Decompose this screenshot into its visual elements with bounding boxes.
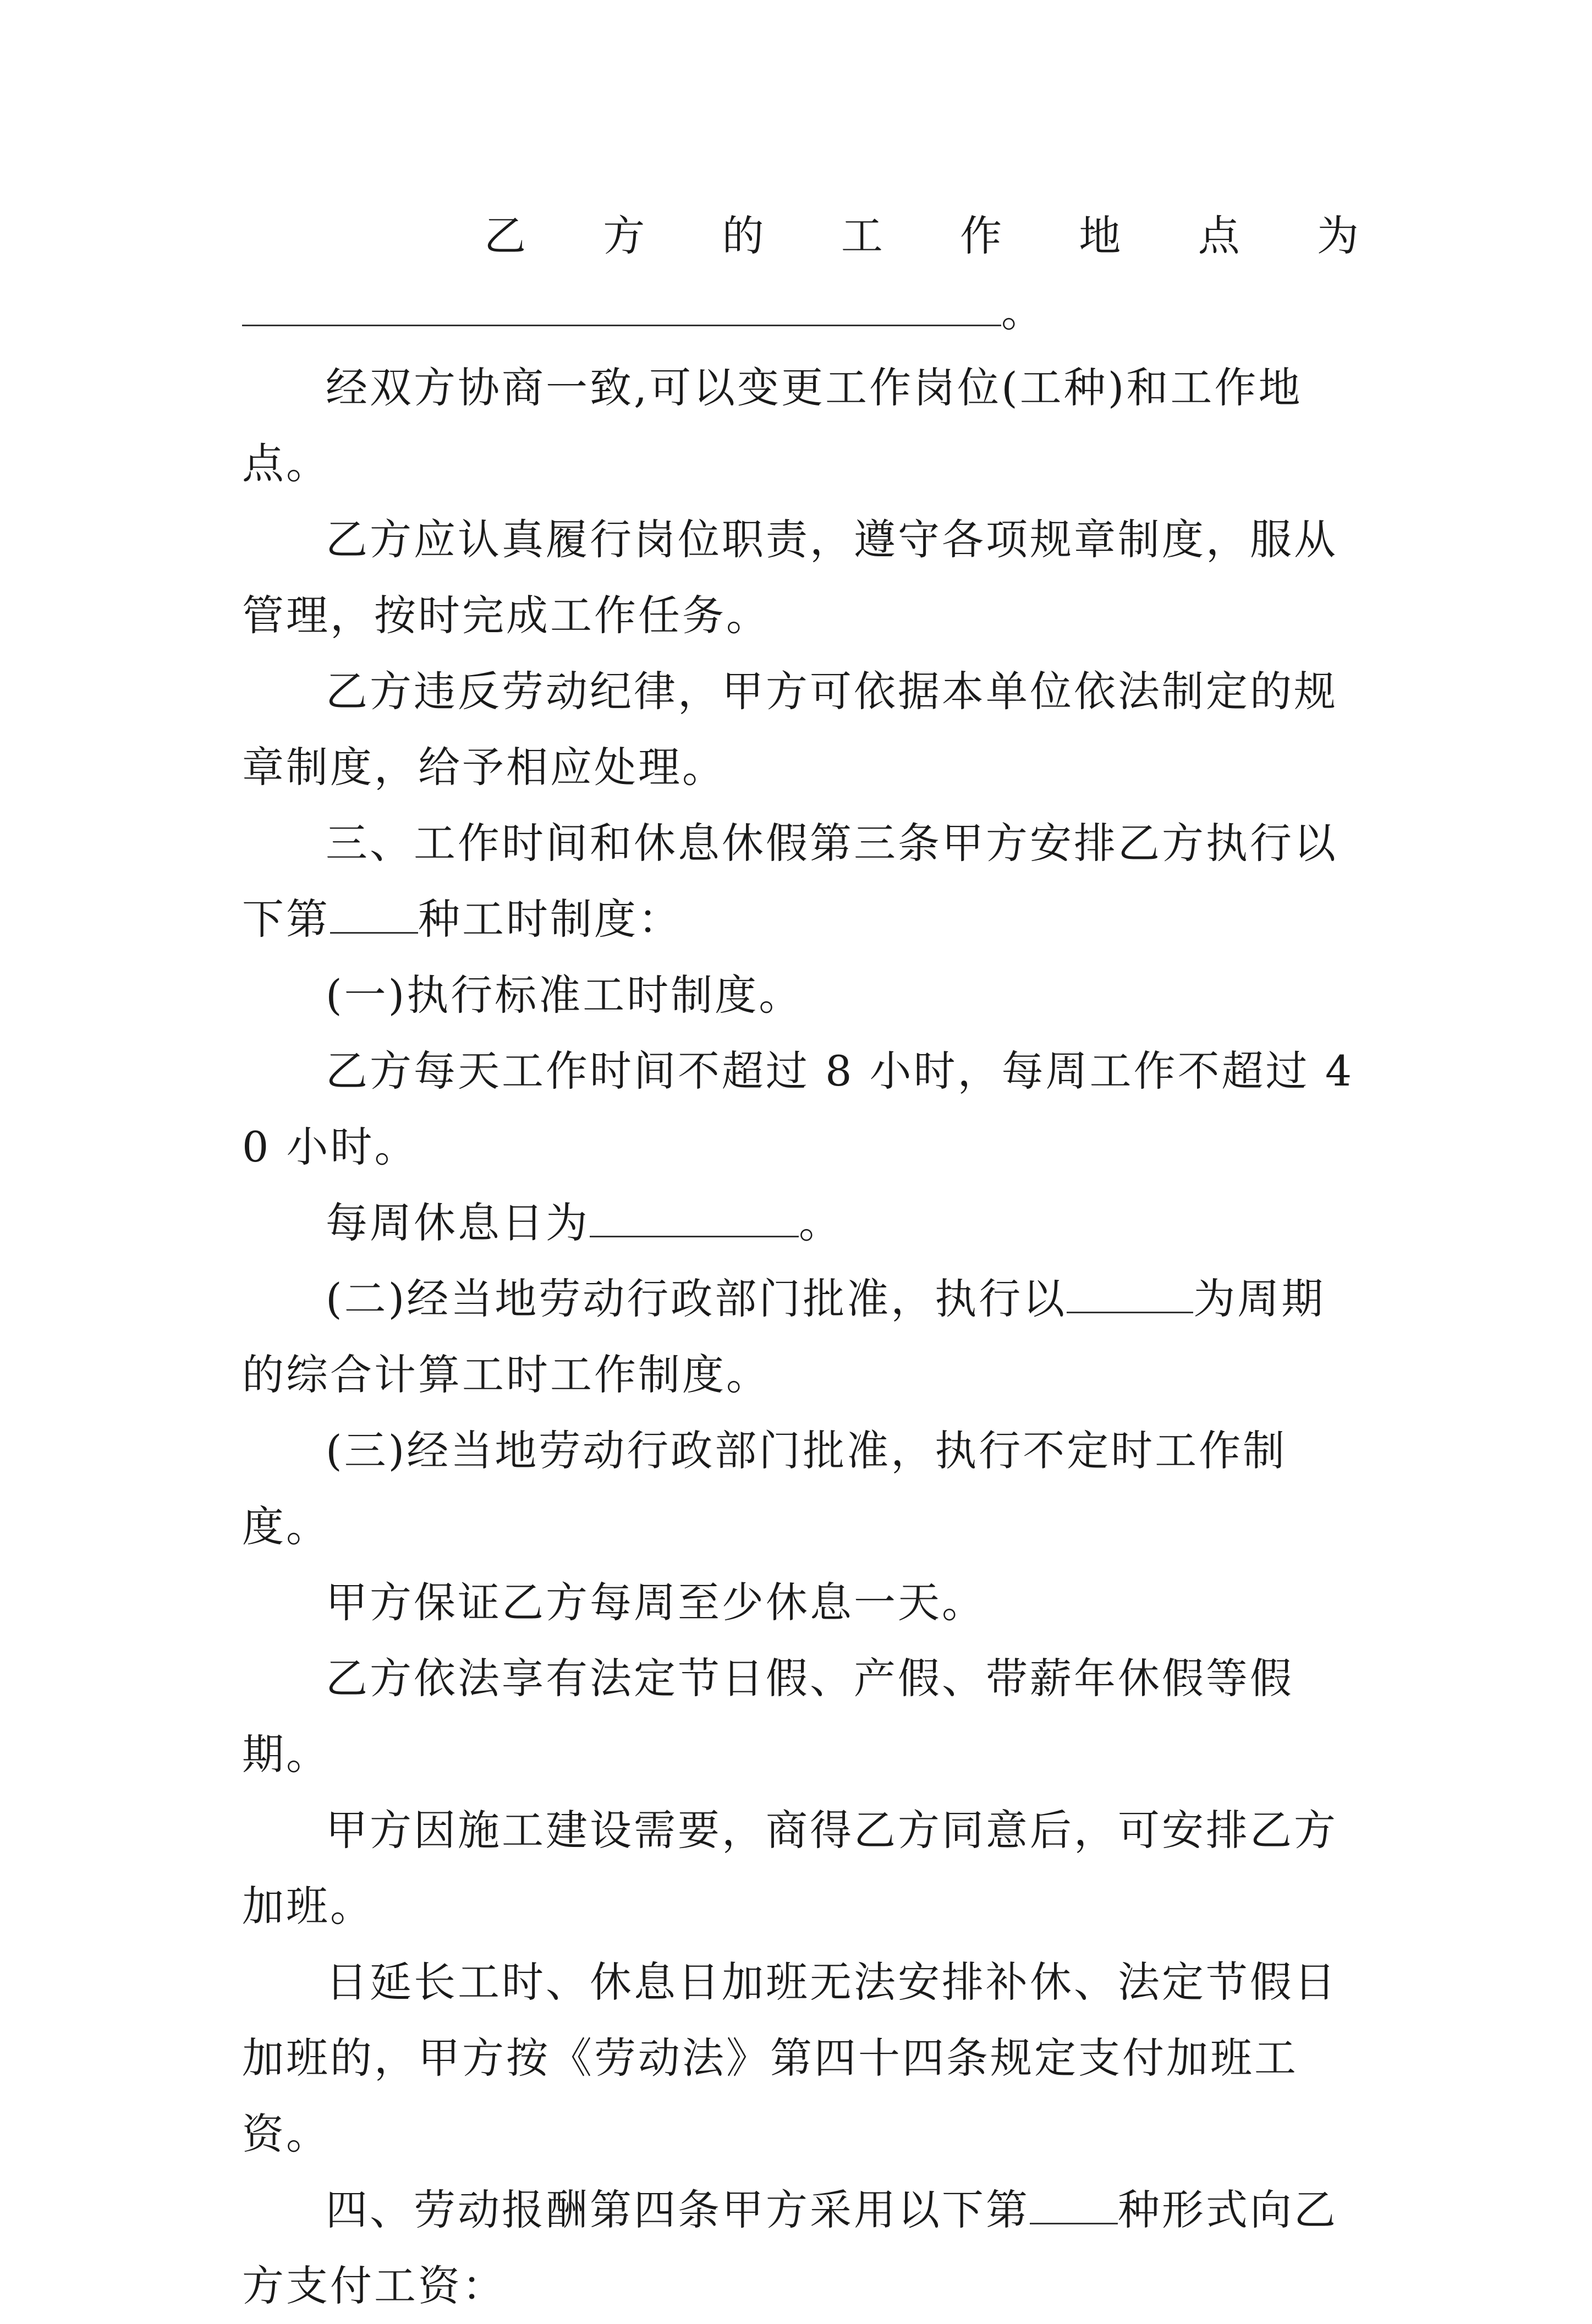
paragraph: 甲方因施工建设需要，商得乙方同意后，可安排乙方加班。 <box>242 1806 1338 1931</box>
paragraph: 乙方违反劳动纪律，甲方可依据本单位依法制定的规章制度，给予相应处理。 <box>242 667 1338 792</box>
paragraph-comprehensive-hours <box>242 1261 1359 1413</box>
char: 地 <box>1079 211 1121 260</box>
fill-in-blank[interactable] <box>590 1197 799 1237</box>
text: 三、工作时间和休息休假第三条甲方安排乙方执行以下第 <box>242 819 1338 944</box>
paragraph: 经双方协商一致,可以变更工作岗位(工种)和工作地点。 <box>242 363 1303 488</box>
text: 每周休息日为 <box>326 1198 590 1247</box>
char: 乙 <box>484 211 526 260</box>
char: 工 <box>841 211 883 260</box>
char: 方 <box>603 211 645 260</box>
paragraph: 乙方每天工作时间不超过 8 小时，每周工作不超过 40 小时。 <box>242 1046 1354 1171</box>
paragraph-remuneration <box>242 2172 1359 2324</box>
fill-in-blank[interactable] <box>1030 2184 1118 2224</box>
char: 作 <box>960 211 1002 260</box>
text: 种形式向乙方支付工资： <box>242 2185 1338 2310</box>
text: 四、劳动报酬第四条甲方采用以下第 <box>326 2185 1030 2234</box>
char: 点 <box>1198 211 1240 260</box>
paragraph: (一)执行标准工时制度。 <box>326 971 803 1020</box>
text: 种工时制度： <box>418 895 682 944</box>
text: 。 <box>799 1198 843 1247</box>
paragraph-rest-day <box>242 1185 1359 1261</box>
text: 为周期的综合计算工时工作制度。 <box>242 1274 1326 1399</box>
char: 为 <box>1316 211 1359 260</box>
paragraph: 甲方保证乙方每周至少休息一天。 <box>326 1578 986 1627</box>
fill-in-blank[interactable] <box>330 894 418 934</box>
paragraph-working-hours <box>242 805 1359 957</box>
char: 的 <box>722 211 764 260</box>
work-location-heading <box>242 198 1359 274</box>
paragraph: 乙方应认真履行岗位职责，遵守各项规章制度，服从管理，按时完成工作任务。 <box>242 515 1338 640</box>
paragraph: 日延长工时、休息日加班无法安排补休、法定节假日加班的，甲方按《劳动法》第四十四条规定支付加班工资。 <box>242 1958 1338 2158</box>
document-page <box>242 198 1359 2324</box>
paragraph: (三)经当地劳动行政部门批准，执行不定时工作制度。 <box>242 1426 1287 1551</box>
fill-in-blank[interactable] <box>1067 1273 1193 1313</box>
text: (二)经当地劳动行政部门批准，执行以 <box>326 1274 1067 1323</box>
fill-in-blank[interactable] <box>242 286 1001 326</box>
period: 。 <box>1001 287 1045 336</box>
paragraph: 乙方依法享有法定节日假、产假、带薪年休假等假期。 <box>242 1654 1294 1779</box>
work-location-blank-line <box>242 274 1359 350</box>
